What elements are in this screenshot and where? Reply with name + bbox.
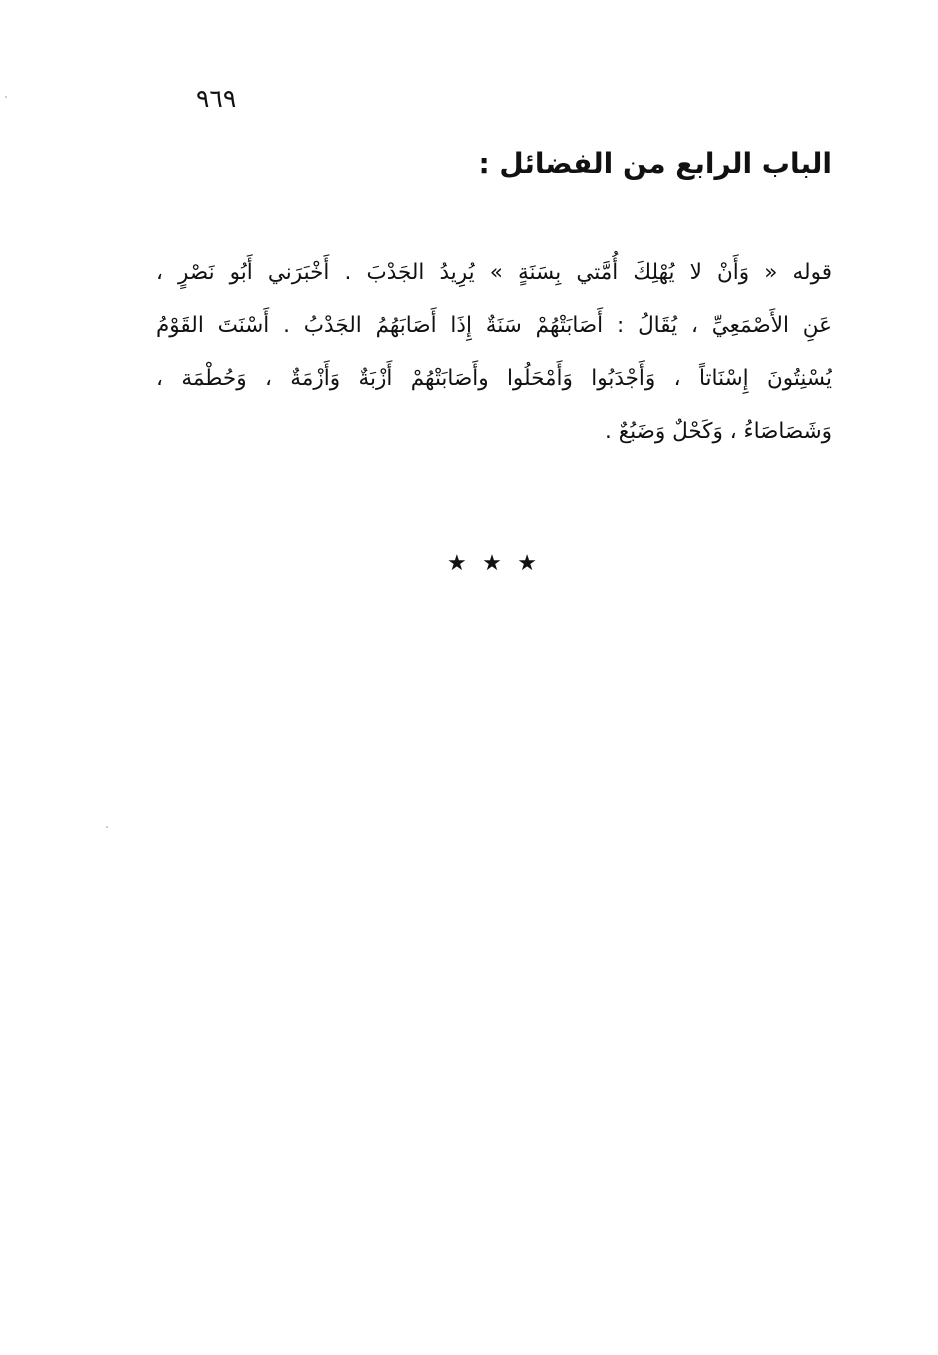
scan-speck — [5, 96, 7, 98]
body-paragraph — [156, 246, 832, 458]
star-icon: ★ — [517, 551, 537, 576]
scan-speck — [106, 826, 108, 828]
text-line: عَنِ الأَصْمَعِيِّ ، يُقَالُ : أَصَابَتْهُمْ سَنَةٌ إِذَا أَصَابَهُمُ الجَدْبُ . أَسْنَتَ القَوْمُ — [156, 313, 832, 338]
text-line: قوله « وَأَنْ لا يُهْلِكَ أُمَّتي بِسَنَةٍ » يُرِيدُ الجَدْبَ . أَخْبَرَني أَبُو نَصْرٍ ، — [156, 260, 832, 285]
chapter-heading: الباب الرابع من الفضائل : — [478, 147, 832, 180]
star-icon: ★ — [482, 551, 502, 576]
section-divider-stars — [447, 551, 537, 576]
text-line: وَشَصَاصَاءُ ، وَكَحْلٌ وَضَبُعٌ . — [605, 419, 832, 444]
star-icon: ★ — [447, 551, 467, 576]
text-line: يُسْنِتُونَ إِسْنَاتاً ، وَأَجْدَبُوا وَأَمْحَلُوا وأَصَابَتْهُمْ أَزْبَةٌ وَأَزْمَةٌ ، وَحُطْمَة ، — [156, 366, 832, 391]
page-number: ٩٦٩ — [196, 84, 237, 113]
